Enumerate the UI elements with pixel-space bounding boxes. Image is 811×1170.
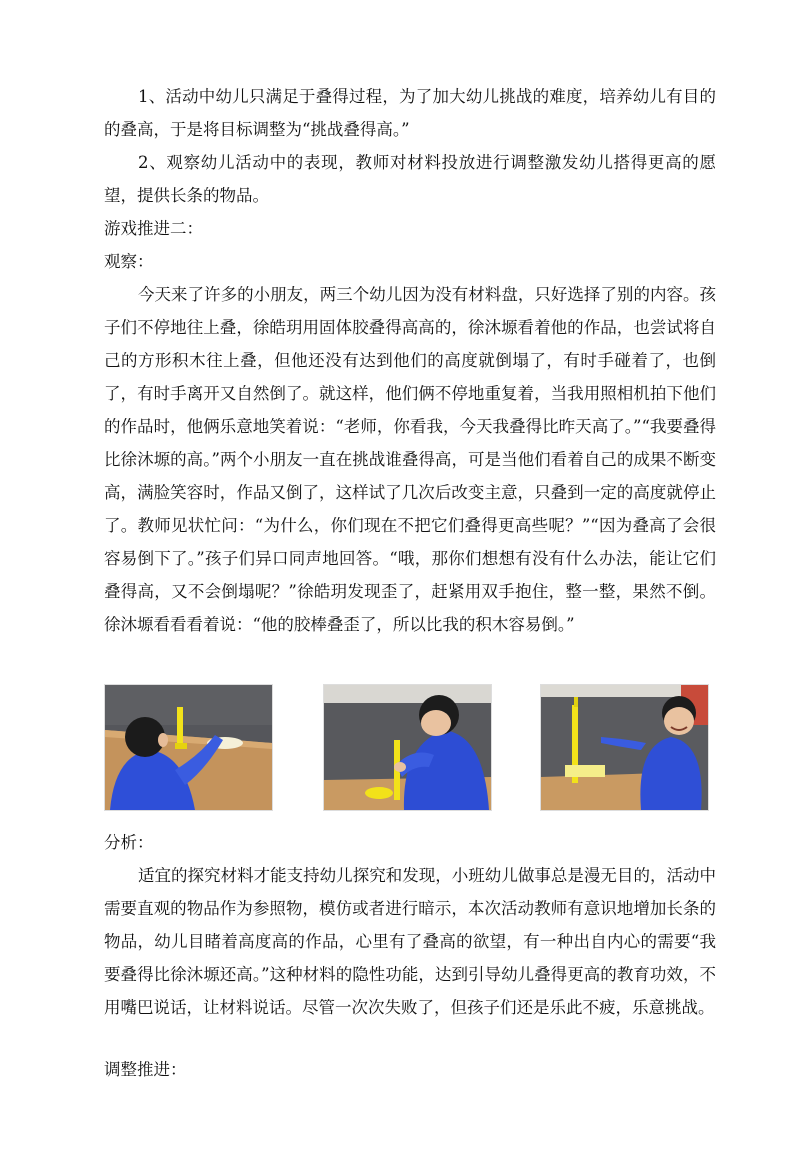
paragraph-observation: 今天来了许多的小朋友，两三个幼儿因为没有材料盘，只好选择了别的内容。孩子们不停地往上叠，徐皓玥用固体胶叠得高高的，徐沐塬看着他的作品，也尝试将自己的方形积木往上叠，但他还没有达到他们的高度就倒塌了，有时手碰着了，也倒了，有时手离开又自然倒了。就这样，他们俩不停地重复着，当我用照相机拍下他们的作品时，他俩乐意地笑着说：“老师，你看我，今天我叠得比昨天高了。”“我要叠得比徐沐塬的高。”两个小朋友一直在挑战谁叠得高，可是当他们看着自己的成果不断变高，满脸笑容时，作品又倒了，这样试了几次后改变主意，只叠到一定的高度就停止了。教师见状忙问：“为什么，你们现在不把它们叠得更高些呢？”“因为叠高了会很容易倒下了。”孩子们异口同声地回答。“哦，那你们想想有没有什么办法，能让它们叠得高，又不会倒塌呢？”徐皓玥发现歪了，赶紧用双手抱住，整一整，果然不倒。徐沐塬看看看着说：“他的胶棒叠歪了，所以比我的积木容易倒。”	[104, 285, 716, 634]
heading-game-advance-2: 游戏推进二：	[104, 219, 203, 238]
heading-adjust-advance: 调整推进：	[104, 1060, 187, 1079]
paragraph-2: 2、观察幼儿活动中的表现，教师对材料投放进行调整激发幼儿搭得更高的愿望，提供长条的物品。	[104, 153, 716, 205]
heading-observation: 观察：	[104, 252, 154, 271]
photo-child-stacking-back	[104, 684, 273, 811]
paragraph-analysis: 适宜的探究材料才能支持幼儿探究和发现，小班幼儿做事总是漫无目的，活动中需要直观的物品作为参照物，模仿或者进行暗示，本次活动教师有意识地增加长条的物品，幼儿目睹着高度高的作品，心里有了叠高的欲望，有一种出自内心的需要“我要叠得比徐沐塬还高。”这种材料的隐性功能，达到引导幼儿叠得更高的教育功效，不用嘴巴说话，让材料说话。尽管一次次失败了，但孩子们还是乐此不疲，乐意挑战。	[104, 866, 716, 1017]
heading-analysis: 分析：	[104, 833, 154, 852]
paragraph-1: 1、活动中幼儿只满足于叠得过程，为了加大幼儿挑战的难度，培养幼儿有目的的叠高，于是将目标调整为“挑战叠得高。”	[104, 87, 716, 139]
photo-child-holding-sticks	[323, 684, 492, 811]
photo-child-pointing-tower	[540, 684, 709, 811]
